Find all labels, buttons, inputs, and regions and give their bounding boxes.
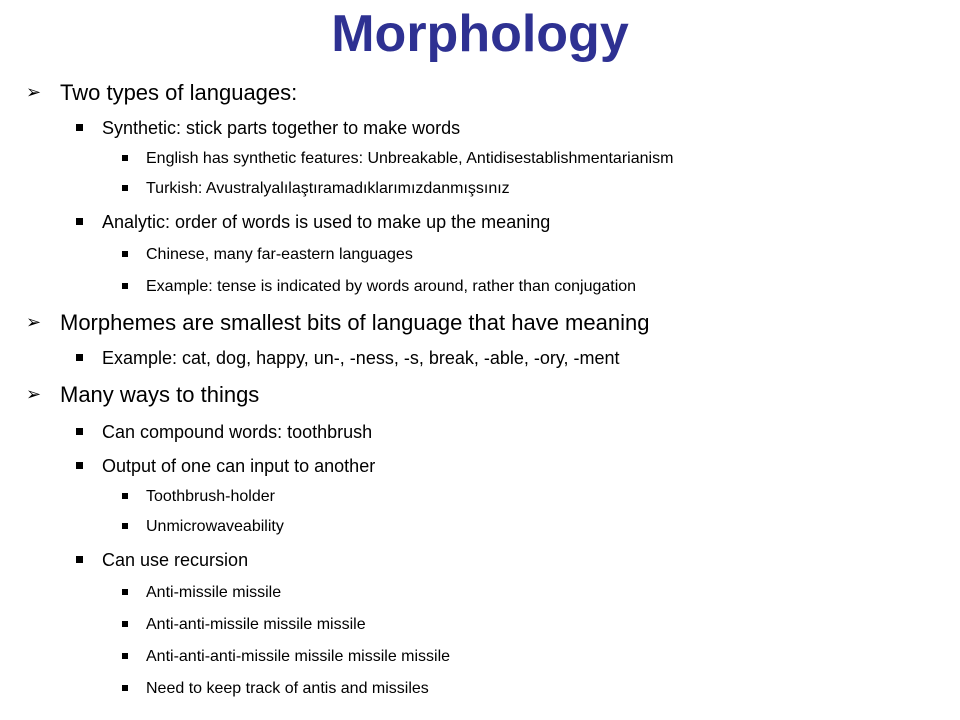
bullet-item-level1: [26, 310, 650, 336]
bullet-text: Anti-anti-missile missile missile: [146, 616, 366, 633]
square-bullet-icon: [122, 523, 128, 529]
square-bullet-icon: [122, 493, 128, 499]
square-bullet-icon: [76, 428, 83, 435]
bullet-item-level2: [102, 118, 460, 139]
bullet-item-level3: [146, 518, 284, 536]
bullet-text: Anti-missile missile: [146, 584, 282, 601]
bullet-text: English has synthetic features: Unbreakable, Antidisestablishmentarianism: [146, 150, 674, 167]
arrowhead-bullet-icon: ➢: [26, 312, 42, 332]
square-bullet-icon: [122, 155, 128, 161]
bullet-text: Example: cat, dog, happy, un-, -ness, -s, break, -able, -ory, -ment: [102, 348, 620, 368]
square-bullet-icon: [122, 251, 128, 257]
square-bullet-icon: [76, 124, 83, 131]
square-bullet-icon: [76, 218, 83, 225]
bullet-item-level2: [102, 422, 372, 443]
bullet-text: Many ways to things: [60, 382, 260, 407]
arrowhead-bullet-icon: ➢: [26, 384, 42, 404]
bullet-item-level3: [146, 680, 429, 698]
square-bullet-icon: [122, 653, 128, 659]
bullet-item-level3: [146, 648, 450, 666]
bullet-item-level3: [146, 278, 636, 296]
bullet-text: Unmicrowaveability: [146, 518, 284, 535]
bullet-item-level2: [102, 348, 620, 369]
square-bullet-icon: [122, 185, 128, 191]
square-bullet-icon: [122, 685, 128, 691]
bullet-item-level3: [146, 488, 275, 506]
square-bullet-icon: [122, 283, 128, 289]
square-bullet-icon: [122, 621, 128, 627]
bullet-text: Need to keep track of antis and missiles: [146, 680, 429, 697]
bullet-text: Example: tense is indicated by words around, rather than conjugation: [146, 278, 637, 295]
bullet-text: Analytic: order of words is used to make up the meaning: [102, 212, 551, 232]
bullet-text: Morphemes are smallest bits of language that have meaning: [60, 310, 650, 335]
square-bullet-icon: [76, 556, 83, 563]
bullet-text: Output of one can input to another: [102, 456, 376, 476]
bullet-item-level3: [146, 246, 413, 264]
bullet-item-level2: [102, 212, 550, 233]
bullet-text: Can use recursion: [102, 550, 249, 570]
bullet-text: Synthetic: stick parts together to make words: [102, 118, 461, 138]
bullet-item-level1: [26, 80, 298, 106]
bullet-item-level3: [146, 616, 366, 634]
arrowhead-bullet-icon: ➢: [26, 82, 42, 102]
bullet-item-level3: [146, 150, 673, 168]
bullet-item-level3: [146, 180, 510, 198]
bullet-text: Two types of languages:: [60, 80, 298, 105]
square-bullet-icon: [122, 589, 128, 595]
square-bullet-icon: [76, 354, 83, 361]
bullet-item-level1: [26, 382, 260, 408]
bullet-text: Turkish: Avustralyalılaştıramadıklarımızdanmışsınız: [146, 180, 510, 197]
bullet-text: Chinese, many far-eastern languages: [146, 246, 413, 263]
bullet-text: Can compound words: toothbrush: [102, 422, 373, 442]
square-bullet-icon: [76, 462, 83, 469]
bullet-item-level2: [102, 550, 248, 571]
slide-title: Morphology: [331, 5, 629, 63]
bullet-text: Toothbrush-holder: [146, 488, 275, 505]
bullet-item-level2: [102, 456, 375, 477]
bullet-item-level3: [146, 584, 281, 602]
bullet-text: Anti-anti-anti-missile missile missile missile: [146, 648, 451, 665]
